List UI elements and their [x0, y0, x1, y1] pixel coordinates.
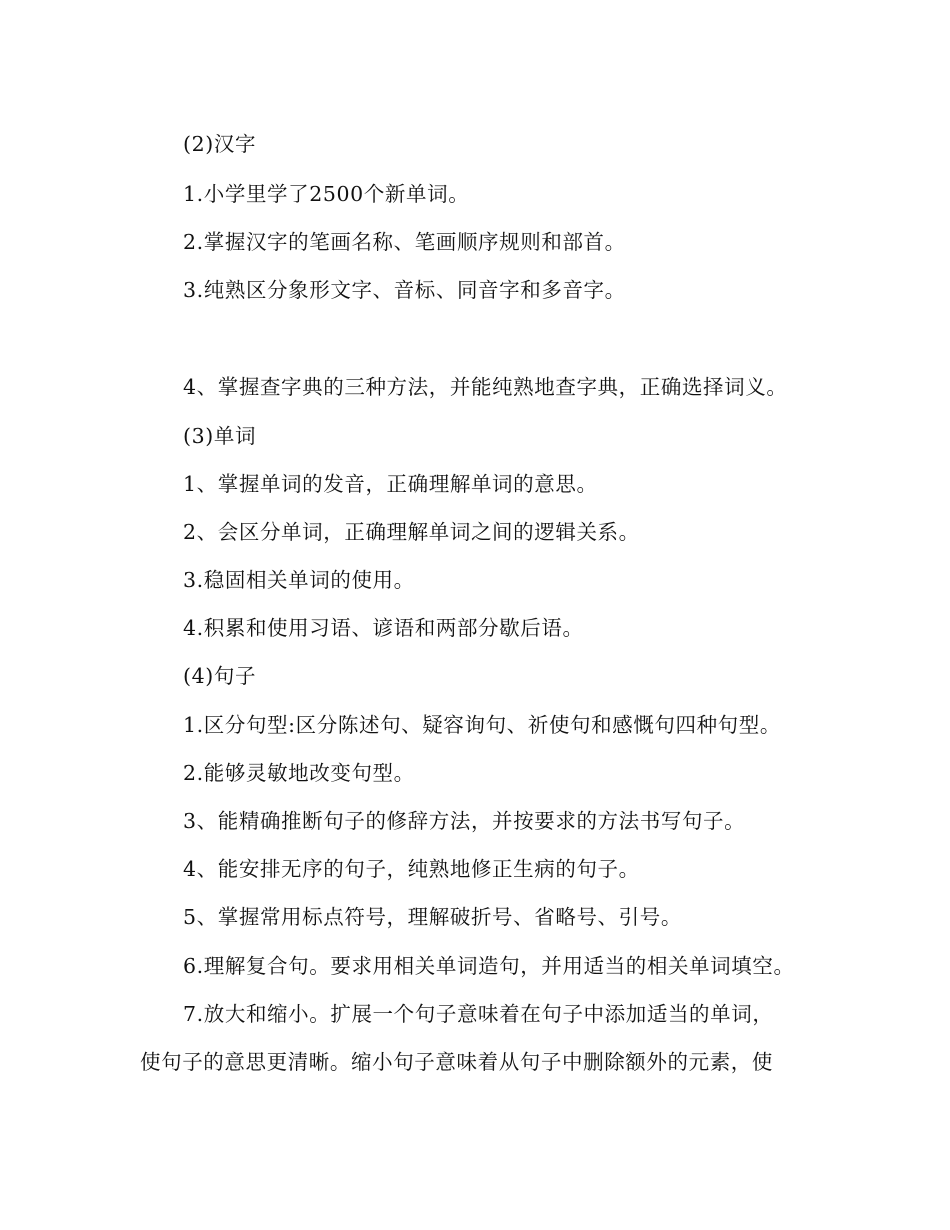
section-heading-sentences: (4)句子 — [183, 664, 257, 688]
section-heading-words: (3)单词 — [183, 424, 257, 448]
paragraph-line: 3、能精确推断句子的修辞方法，并按要求的方法书写句子。 — [183, 809, 746, 833]
paragraph-line: 3.纯熟区分象形文字、音标、同音字和多音字。 — [183, 278, 626, 302]
paragraph-line-continuation: 使句子的意思更清晰。缩小句子意味着从句子中删除额外的元素，使 — [140, 1050, 773, 1074]
paragraph-line: 4、掌握查字典的三种方法，并能纯熟地查字典，正确选择词义。 — [183, 375, 788, 399]
paragraph-line: 2.能够灵敏地改变句型。 — [183, 761, 415, 785]
paragraph-line: 2、会区分单词，正确理解单词之间的逻辑关系。 — [183, 520, 640, 544]
section-heading-hanzi: (2)汉字 — [183, 132, 257, 156]
paragraph-line: 5、掌握常用标点符号，理解破折号、省略号、引号。 — [183, 905, 682, 929]
paragraph-line: 6.理解复合句。要求用相关单词造句，并用适当的相关单词填空。 — [183, 954, 795, 978]
paragraph-line: 4、能安排无序的句子，纯熟地修正生病的句子。 — [183, 857, 640, 881]
paragraph-line: 1.小学里学了2500个新单词。 — [183, 182, 470, 206]
paragraph-line: 3.稳固相关单词的使用。 — [183, 568, 415, 592]
paragraph-line: 7.放大和缩小。扩展一个句子意味着在句子中添加适当的单词， — [183, 1002, 774, 1026]
paragraph-line: 1.区分句型:区分陈述句、疑容询句、祈使句和感慨句四种句型。 — [183, 713, 781, 737]
paragraph-line: 4.积累和使用习语、谚语和两部分歇后语。 — [183, 616, 584, 640]
paragraph-line: 2.掌握汉字的笔画名称、笔画顺序规则和部首。 — [183, 230, 626, 254]
paragraph-line: 1、掌握单词的发音，正确理解单词的意思。 — [183, 472, 598, 496]
